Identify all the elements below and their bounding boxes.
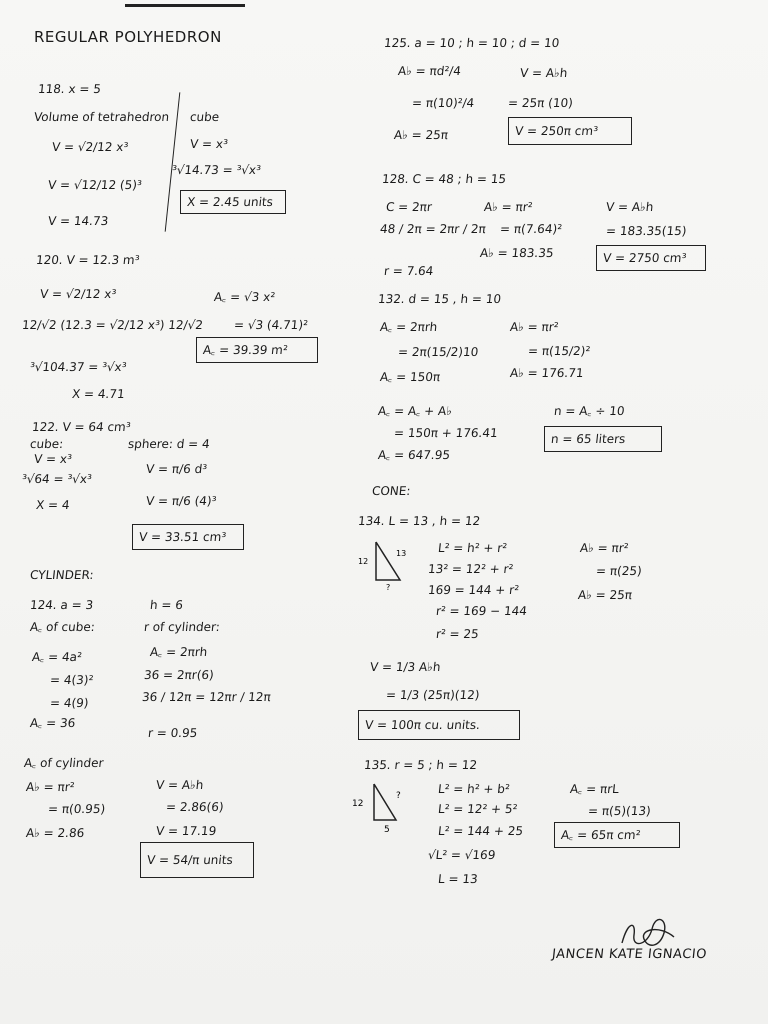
right-line-r16: 132. d = 15 , h = 10 [377,292,502,306]
right-line-r34: A♭ = 25π [577,588,633,602]
left-line-l21: ³√64 = ³√x³ [21,472,93,486]
answer-text-b1: X = 2.45 units [186,195,274,209]
triangle-134-hyp-label: 13 [396,549,407,558]
left-line-l26: h = 6 [149,598,184,612]
right-line-r35: r² = 169 − 144 [435,604,528,618]
right-line-r7: 128. C = 48 ; h = 15 [381,172,507,186]
answer-box-b3 [132,524,244,550]
right-line-r29: L² = h² + r² [437,541,508,555]
page-title: REGULAR POLYHEDRON [34,28,222,46]
right-line-r45: √L² = √169 [427,848,497,862]
left-line-l3: cube [189,110,220,124]
answer-text-b5: V = 250π cm³ [514,124,599,138]
left-line-l2: Volume of tetrahedron [33,110,170,124]
right-line-r23: A꜀ = A꜀ + A♭ [377,404,453,418]
right-line-r17: A꜀ = 2πrh [379,320,438,334]
right-line-r27: CONE: [371,484,412,498]
triangle-134-side-label: 12 [358,557,369,566]
right-line-r1: 125. a = 10 ; h = 10 ; d = 10 [383,36,561,50]
right-line-r8: C = 2πr [385,200,433,214]
left-line-l12: 12/√2 (12.3 = √2/12 x³) 12/√2 [21,318,204,332]
left-line-l27: A꜀ of cube: [29,620,96,634]
right-line-r20: = π(15/2)² [527,344,591,358]
triangle-135-hyp-label: ? [396,791,401,801]
left-line-l30: A꜀ = 2πrh [149,645,208,659]
right-line-r21: A꜀ = 150π [379,370,441,384]
answer-text-b6: V = 2750 cm³ [602,251,688,265]
left-line-l17: cube: [29,437,64,451]
left-line-l25: 124. a = 3 [29,598,94,612]
left-line-l9: 120. V = 12.3 m³ [35,253,141,267]
right-line-r31: 13² = 12² + r² [427,562,515,576]
right-line-r19: = 2π(15/2)10 [397,345,480,359]
left-line-l41: = 2.86(6) [165,800,225,814]
answer-box-b7 [544,426,662,452]
right-line-r4: = π(10)²/4 [411,96,475,110]
right-line-r5: = 25π (10) [507,96,574,110]
left-line-l16: 122. V = 64 cm³ [31,420,132,434]
right-line-r39: 135. r = 5 ; h = 12 [363,758,478,772]
right-line-r15: r = 7.64 [383,264,435,278]
answer-box-b6 [596,245,706,271]
right-line-r3: V = A♭h [519,66,569,80]
left-line-l18: sphere: d = 4 [127,437,211,451]
right-line-r24: n = A꜀ ÷ 10 [553,404,626,418]
answer-text-b8: V = 100π cu. units. [364,718,481,732]
right-line-r30: A♭ = πr² [579,541,630,555]
signature-scribble [618,915,678,951]
left-line-l1: 118. x = 5 [37,82,102,96]
left-line-l14: ³√104.37 = ³√x³ [29,360,128,374]
right-line-r25: = 150π + 176.41 [393,426,499,440]
left-line-l22: X = 4 [35,498,71,512]
right-line-r2: A♭ = πd²/4 [397,64,462,78]
answer-box-b4 [140,842,254,878]
right-line-r6: A♭ = 25π [393,128,449,142]
left-line-l20: V = π/6 d³ [145,462,208,476]
left-line-l39: V = A♭h [155,778,205,792]
student-name: JANCEN KATE IGNACIO [551,947,708,962]
left-line-l15: X = 4.71 [71,387,126,401]
right-line-r41: A꜀ = πrL [569,782,620,796]
left-line-l5: V = x³ [189,137,229,151]
right-line-r36: r² = 25 [435,627,480,641]
left-line-l23: V = π/6 (4)³ [145,494,218,508]
answer-text-b4: V = 54/π units [146,853,234,867]
right-line-r42: L² = 12² + 5² [437,802,519,816]
right-line-r28: 134. L = 13 , h = 12 [357,514,481,528]
right-line-r14: A♭ = 183.35 [479,246,555,260]
answer-text-b7: n = 65 liters [550,432,627,446]
answer-box-b5 [508,117,632,145]
right-line-r44: L² = 144 + 25 [437,824,524,838]
right-line-r33: 169 = 144 + r² [427,583,520,597]
left-line-l19: V = x³ [33,452,73,466]
right-line-r22: A♭ = 176.71 [509,366,585,380]
right-line-r46: L = 13 [437,872,479,886]
left-line-l43: V = 17.19 [155,824,217,838]
left-line-l4: V = √2/12 x³ [51,140,129,154]
right-line-r13: = 183.35(15) [605,224,688,238]
left-line-l24: CYLINDER: [29,568,95,582]
triangle-135-side-label: 12 [352,799,364,809]
right-line-r18: A♭ = πr² [509,320,560,334]
answer-box-b9 [554,822,680,848]
right-line-r32: = π(25) [595,564,643,578]
left-line-l7: V = √12/12 (5)³ [47,178,143,192]
left-line-l35: A꜀ = 36 [29,716,77,730]
left-line-l10: V = √2/12 x³ [39,287,117,301]
answer-box-b1 [180,190,286,214]
left-line-l31: = 4(3)² [49,673,95,687]
left-line-l36: r = 0.95 [147,726,199,740]
left-line-l13: = √3 (4.71)² [233,318,309,332]
left-line-l34: = 4(9) [49,696,90,710]
right-triangle-134 [352,538,412,592]
left-line-l40: = π(0.95) [47,802,106,816]
left-line-l11: A꜀ = √3 x² [213,290,276,304]
right-line-r11: 48 / 2π = 2πr / 2π [379,222,487,236]
right-line-r10: V = A♭h [605,200,655,214]
answer-text-b3: V = 33.51 cm³ [138,530,227,544]
right-line-r40: L² = h² + b² [437,782,511,796]
triangle-135-base-label: 5 [384,825,390,835]
left-line-l6: ³√14.73 = ³√x³ [171,163,262,177]
right-line-r37: V = 1/3 A♭h [369,660,442,674]
left-line-l28: r of cylinder: [143,620,221,634]
left-line-l37: A꜀ of cylinder [23,756,105,770]
right-line-r43: = π(5)(13) [587,804,652,818]
left-line-l32: 36 = 2πr(6) [143,668,215,682]
tape-strip [125,4,245,7]
right-line-r9: A♭ = πr² [483,200,534,214]
left-line-l29: A꜀ = 4a² [31,650,83,664]
left-line-l38: A♭ = πr² [25,780,76,794]
answer-box-b2 [196,337,318,363]
left-line-l8: V = 14.73 [47,214,109,228]
right-line-r26: A꜀ = 647.95 [377,448,451,462]
left-line-l33: 36 / 12π = 12πr / 12π [141,690,272,704]
right-line-r38: = 1/3 (25π)(12) [385,688,481,702]
right-triangle-135 [352,782,412,835]
right-line-r12: = π(7.64)² [499,222,563,236]
answer-box-b8 [358,710,520,740]
answer-text-b2: A꜀ = 39.39 m² [202,343,289,357]
left-line-l42: A♭ = 2.86 [25,826,86,840]
answer-text-b9: A꜀ = 65π cm² [560,828,642,842]
triangle-134-base-label: ? [386,583,391,592]
